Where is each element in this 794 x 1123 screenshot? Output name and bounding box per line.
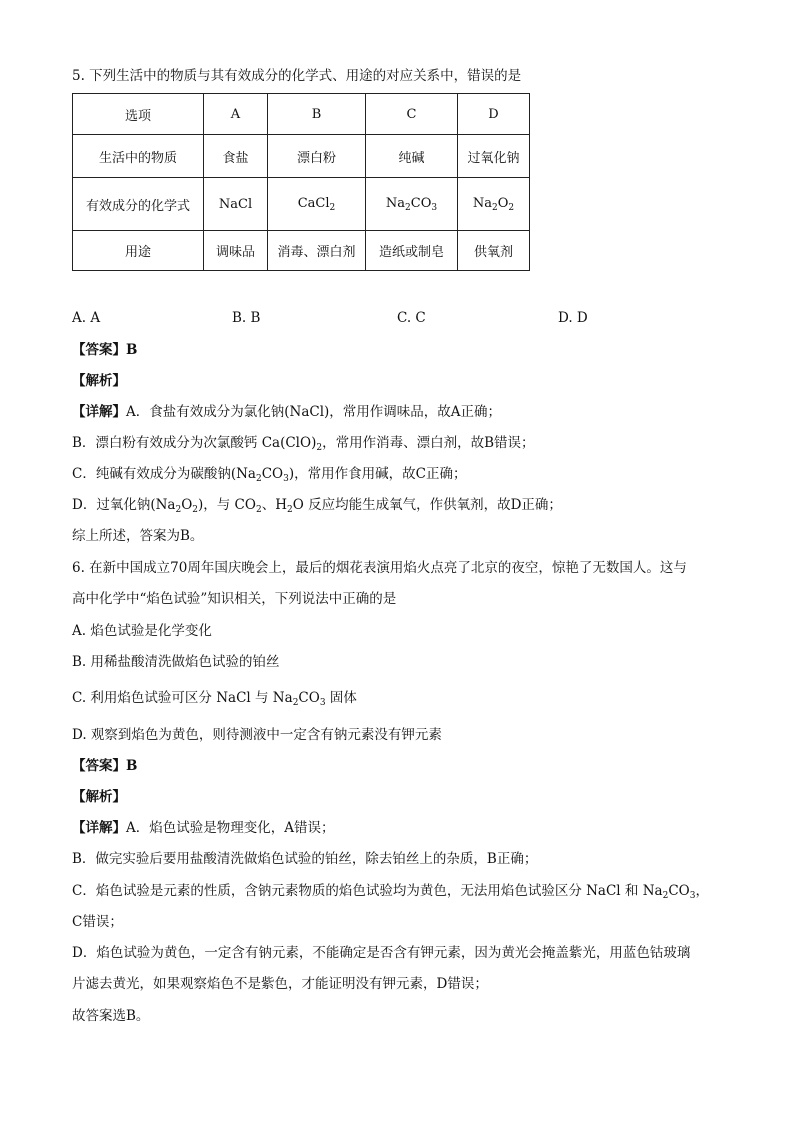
detail-text: )，与 CO	[198, 497, 256, 513]
q5-detail-1	[72, 402, 501, 422]
formula-text: CO	[410, 195, 432, 211]
detail-text: A．食盐有效成分为氯化钠(NaCl)，常用作调味品，故A正确；	[126, 404, 502, 420]
formula-subscript: 2	[255, 505, 262, 515]
table-cell: 食盐	[204, 135, 268, 178]
option-text: 固体	[325, 690, 357, 706]
q6-detail-3-cont: C错误；	[72, 914, 123, 930]
table-cell	[458, 178, 530, 231]
q6-option-b[interactable]: B. 用稀盐酸清洗做焰色试验的铂丝	[72, 654, 280, 670]
table-cell: B	[268, 94, 366, 135]
table-cell: A	[204, 94, 268, 135]
formula-subscript: 2	[286, 505, 293, 515]
q6-detail-3	[72, 881, 709, 906]
table-cell: NaCl	[204, 178, 268, 231]
q6-answer: 【答案】B	[72, 758, 138, 774]
formula-subscript: 2	[662, 891, 669, 901]
detail-text: C．纯碱有效成分为碳酸钠(Na	[72, 466, 256, 482]
option-text: CO	[298, 690, 320, 706]
q6-option-c[interactable]	[72, 688, 357, 713]
option-c[interactable]: C. C	[397, 310, 426, 326]
table-cell: 过氧化钠	[458, 135, 530, 178]
detail-tag: 【详解】	[72, 404, 126, 420]
table-cell: 造纸或制皂	[366, 231, 458, 271]
q5-options	[72, 310, 632, 330]
detail-text: CO	[261, 466, 284, 482]
table-cell: 选项	[73, 94, 204, 135]
detail-text: O	[181, 497, 193, 513]
q5-table	[72, 93, 530, 271]
formula-subscript: 2	[175, 505, 182, 515]
formula-subscript: 3	[283, 474, 289, 484]
formula-text: CaCl	[297, 195, 330, 211]
option-d[interactable]: D. D	[558, 310, 588, 326]
q5-detail-2	[72, 433, 535, 458]
formula-subscript: 3	[319, 698, 326, 708]
formula-text: O	[497, 195, 509, 211]
detail-text: C．焰色试验是元素的性质，含钠元素物质的焰色试验均为黄色，无法用焰色试验区分 NaCl 和 Na	[72, 883, 663, 899]
table-row	[73, 135, 530, 178]
option-b[interactable]: B. B	[232, 310, 261, 326]
formula-subscript: 2	[192, 505, 198, 515]
table-row	[73, 178, 530, 231]
table-cell: 调味品	[204, 231, 268, 271]
q6-conclusion: 故答案选B。	[72, 1008, 150, 1024]
table-cell: 消毒、漂白剂	[268, 231, 366, 271]
formula-subscript: 2	[492, 202, 498, 213]
table-cell	[268, 178, 366, 231]
detail-text: ，	[695, 883, 709, 899]
q5-detail-3	[72, 464, 466, 489]
table-cell: 生活中的物质	[73, 135, 204, 178]
formula-subscript: 2	[329, 202, 336, 213]
formula-subscript: 2	[255, 474, 262, 484]
q6-option-a[interactable]: A. 焰色试验是化学变化	[72, 623, 212, 639]
q6-stem-line-1: 6. 在新中国成立70周年国庆晚会上，最后的烟花表演用焰火点亮了北京的夜空，惊艳了无数国人。这与	[72, 560, 687, 576]
q6-detail-2: B．做完实验后要用盐酸清洗做焰色试验的铂丝，除去铂丝上的杂质，B正确；	[72, 851, 538, 867]
detail-text: B．漂白粉有效成分为次氯酸钙 Ca(ClO)	[72, 435, 317, 451]
q5-answer: 【答案】B	[72, 342, 138, 358]
q6-detail-1	[72, 818, 335, 838]
formula-text: Na	[385, 195, 406, 211]
detail-text: 、H	[261, 497, 287, 513]
q6-detail-4: D．焰色试验为黄色，一定含有钠元素，不能确定是否含有钾元素，因为黄光会掩盖紫光，用蓝色钴玻璃	[72, 945, 691, 961]
table-cell: 纯碱	[366, 135, 458, 178]
detail-text: A．焰色试验是物理变化，A错误；	[126, 820, 335, 836]
formula-subscript: 2	[405, 202, 411, 213]
q5-detail-4	[72, 495, 562, 520]
formula-subscript: 2	[292, 698, 299, 708]
table-cell: 用途	[73, 231, 204, 271]
formula-subscript: 2	[508, 202, 515, 213]
detail-text: ，常用作消毒、漂白剂，故B错误；	[322, 435, 535, 451]
q6-stem-line-2: 高中化学中“焰色试验”知识相关，下列说法中正确的是	[72, 591, 397, 607]
detail-text: D．过氧化钠(Na	[72, 497, 176, 513]
formula-text: Na	[472, 195, 492, 211]
formula-subscript: 3	[431, 202, 438, 213]
q6-analysis-heading: 【解析】	[72, 789, 126, 805]
table-cell: C	[366, 94, 458, 135]
q6-option-d[interactable]: D. 观察到焰色为黄色，则待测液中一定含有钠元素没有钾元素	[72, 727, 442, 743]
table-row	[73, 231, 530, 271]
formula-subscript: 2	[316, 443, 323, 453]
option-a[interactable]: A. A	[72, 310, 101, 326]
detail-text: )，常用作食用碱，故C正确；	[288, 466, 467, 482]
detail-text: CO	[668, 883, 690, 899]
option-text: C. 利用焰色试验可区分 NaCl 与 Na	[72, 690, 293, 706]
q6-detail-4-cont: 片滤去黄光，如果观察焰色不是紫色，才能证明没有钾元素，D错误；	[72, 976, 488, 992]
table-cell: 供氧剂	[458, 231, 530, 271]
formula-subscript: 3	[689, 891, 696, 901]
table-cell: 有效成分的化学式	[73, 178, 204, 231]
detail-tag: 【详解】	[72, 820, 126, 836]
table-row	[73, 94, 530, 135]
table-cell: D	[458, 94, 530, 135]
table-cell	[366, 178, 458, 231]
q5-stem: 5. 下列生活中的物质与其有效成分的化学式、用途的对应关系中，错误的是	[72, 68, 522, 84]
detail-text: O 反应均能生成氧气，作供氧剂，故D正确；	[292, 497, 562, 513]
table-cell: 漂白粉	[268, 135, 366, 178]
q5-analysis-heading: 【解析】	[72, 373, 126, 389]
q5-summary: 综上所述，答案为B。	[72, 528, 204, 544]
